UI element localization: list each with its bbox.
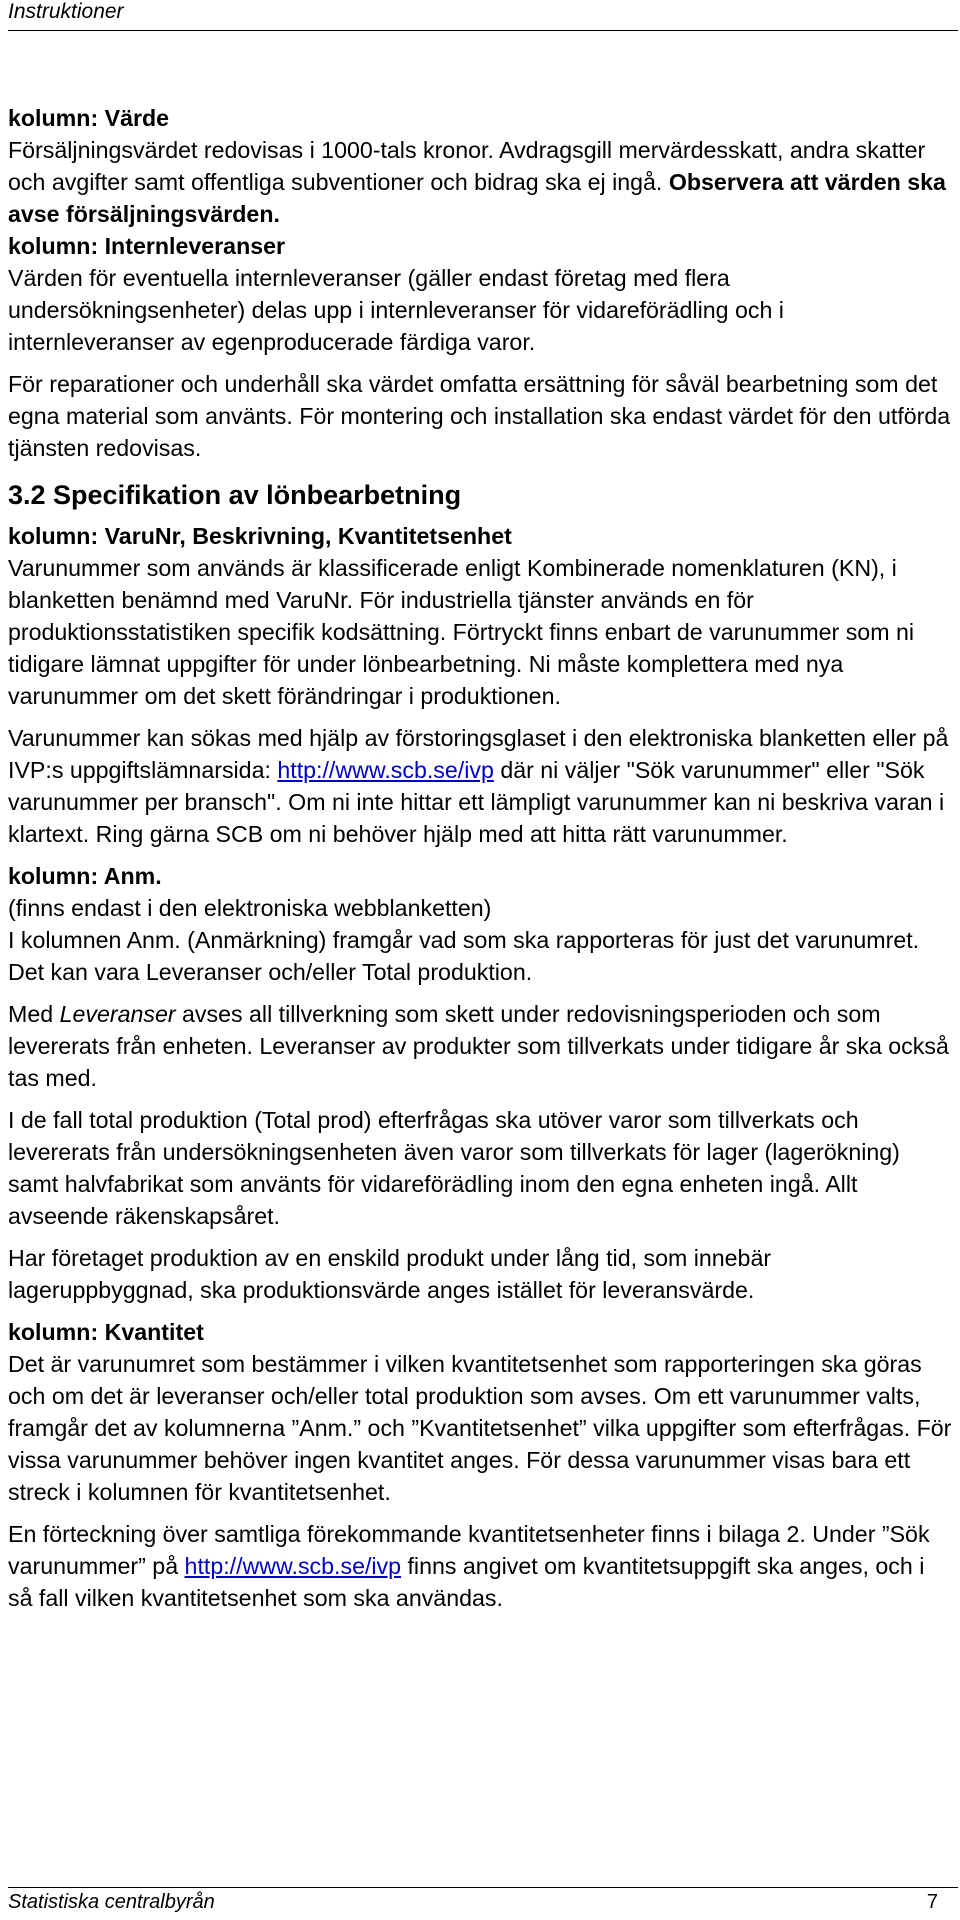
anm-paragraph-4: Har företaget produktion av en enskild produkt under lång tid, som innebär lageruppbyggnad, ska produktionsvärde anges istället för leveransvärde. [8,1245,772,1303]
varde-bold-note: Observera att värden ska avse försäljningsvärden. [8,169,946,227]
document-body [8,102,953,1614]
ivp-link-2[interactable]: http://www.scb.se/ivp [184,1553,402,1579]
kvantitet-paragraph-2: En förteckning över samtliga förekommande kvantitetsenheter finns i bilaga 2. Under ”Sök varunummer” på http://www.scb.se/ivp finns angivet om kvantitetsuppgift ska anges, och i så fall vilken kvantitetsenhet som ska användas. [8,1521,930,1611]
varde-text: Försäljningsvärdet redovisas i 1000-tals kronor. Avdragsgill mervärdesskatt, andra skatter och avgifter samt offentliga subventioner och bidrag ska ej ingå. Observera att värden ska avse försäljningsvärden. [8,137,946,227]
leveranser-term: Leveranser [59,1001,176,1027]
anm-paragraph-3: I de fall total produktion (Total prod) efterfrågas ska utöver varor som tillverkats och levererats från undersökningsenheten även varor som tillverkats för lager (lagerökning) samt halvfabrikat som använts för vidareförädling inom den egna enheten ingå. Allt avseende räkenskapsåret. [8,1107,900,1229]
ivp-link[interactable]: http://www.scb.se/ivp [277,757,494,783]
anm-paragraph-2: Med Leveranser avses all tillverkning som skett under redovisningsperioden och som levererats från enheten. Leveranser av produkter som tillverkats under tidigare år ska också tas med. [8,1001,949,1091]
internleveranser-heading: kolumn: Internleveranser [8,233,286,259]
page-number: 7 [926,1891,938,1913]
section-heading-3-2: 3.2 Specifikation av lönbearbetning [8,480,462,510]
anm-heading: kolumn: Anm. [8,863,162,889]
header-title: Instruktioner [8,0,124,23]
internleveranser-paragraph-2: För reparationer och underhåll ska värdet omfatta ersättning för såväl bearbetning som det egna material som använts. För montering och installation ska endast värdet för den utförda tjänsten redovisas. [8,371,951,461]
internleveranser-paragraph-1: Värden för eventuella internleveranser (gäller endast företag med flera undersökningsenheter) delas upp i internleveranser för vidareförädling och i internleveranser av egenproducerade färdiga varor. [8,265,784,355]
kvantitet-heading: kolumn: Kvantitet [8,1319,204,1345]
page-header [8,0,958,31]
footer-org: Statistiska centralbyrån [8,1891,215,1913]
anm-paragraph-1: I kolumnen Anm. (Anmärkning) framgår vad som ska rapporteras för just det varunumret. Det kan vara Leveranser och/eller Total produktion. [8,927,920,985]
anm-note: (finns endast i den elektroniska webblanketten) [8,895,492,921]
varunr-paragraph-2: Varunummer kan sökas med hjälp av förstoringsglaset i den elektroniska blanketten eller på IVP:s uppgiftslämnarsida: http://www.scb.se/ivp där ni väljer "Sök varunummer" eller "Sök varunummer per bransch". Om ni inte hittar ett lämpligt varunummer kan ni beskriva varan i klartext. Ring gärna SCB om ni behöver hjälp med att hitta rätt varunummer. [8,725,949,847]
kvantitet-paragraph-1: Det är varunumret som bestämmer i vilken kvantitetsenhet som rapporteringen ska göras och om det är leveranser och/eller total produktion som avses. Om ett varunummer valts, framgår det av kolumnerna ”Anm.” och ”Kvantitetsenhet” vilka uppgifter som efterfrågas. För vissa varunummer behöver ingen kvantitet anges. För dessa varunummer visas bara ett streck i kolumnen för kvantitetsenhet. [8,1351,952,1505]
footer-divider [8,1887,958,1888]
varunr-heading: kolumn: VaruNr, Beskrivning, Kvantitetsenhet [8,523,512,549]
varde-heading: kolumn: Värde [8,105,170,131]
varunr-paragraph-1: Varunummer som används är klassificerade enligt Kombinerade nomenklaturen (KN), i blanketten benämnd med VaruNr. För industriella tjänster används en för produktionsstatistiken specifik kodsättning. Förtryckt finns enbart de varunummer som ni tidigare lämnat uppgifter för under lönbearbetning. Ni måste komplettera med nya varunummer om det skett förändringar i produktionen. [8,555,914,709]
